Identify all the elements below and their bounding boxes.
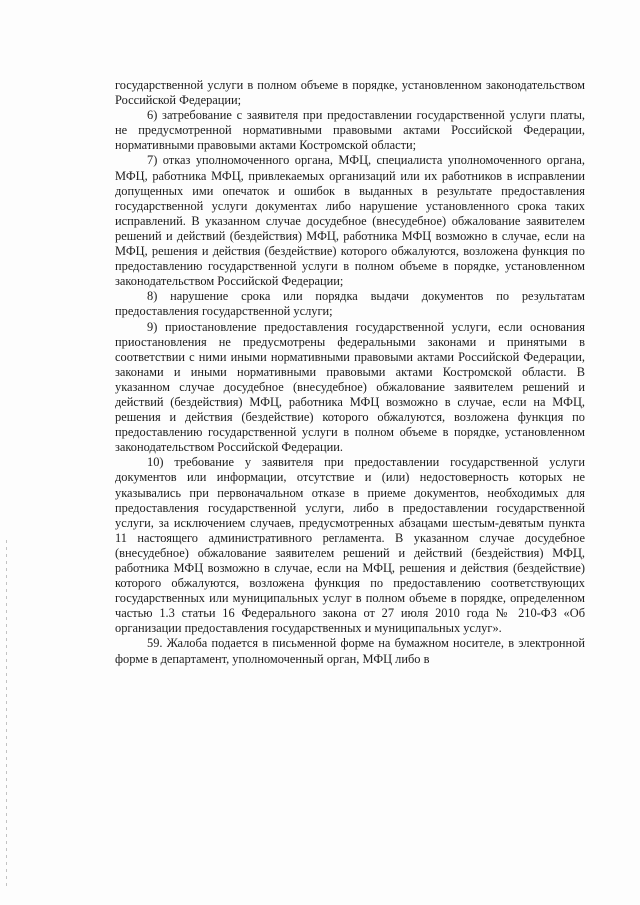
paragraph-item-9: 9) приостановление предоставления государственной услуги, если основания приостановления не предусмотрены федеральными законами и принятыми в соответствии с ними иными нормативными правовыми актами Российской Федерации, законами и иными нормативными правовыми актами Костромской области. В указанном случае досудебное (внесудебное) обжалование заявителем решений и действий (бездействия) МФЦ, работника МФЦ возможно в случае, если на МФЦ, решения и действия (бездействие) которого обжалуются, возложена функция по предоставлению государственной услуги в полном объеме в порядке, установленном законодательством Российской Федерации. bbox=[115, 319, 585, 455]
paragraph-item-7: 7) отказ уполномоченного органа, МФЦ, специалиста уполномоченного органа, МФЦ, работника МФЦ, привлекаемых организаций или их работников в исправлении допущенных ими опечаток и ошибок в выданных в результате предоставления государственной услуги документах либо нарушение установленного срока таких исправлений. В указанном случае досудебное (внесудебное) обжалование заявителем решений и действий (бездействия) МФЦ, работника МФЦ возможно в случае, если на МФЦ, решения и действия (бездействие) которого обжалуются, возложена функция по предоставлению государственной услуги в полном объеме в порядке, установленном законодательством Российской Федерации; bbox=[115, 153, 585, 289]
paragraph-continuation: государственной услуги в полном объеме в порядке, установленном законодательством Российской Федерации; bbox=[115, 78, 585, 108]
document-body bbox=[115, 78, 585, 667]
scan-edge-artifact bbox=[6, 540, 7, 890]
paragraph-item-6: 6) затребование с заявителя при предоставлении государственной услуги платы, не предусмотренной нормативными правовыми актами Российской Федерации, нормативными правовыми актами Костромской области; bbox=[115, 108, 585, 153]
paragraph-item-10: 10) требование у заявителя при предоставлении государственной услуги документов или информации, отсутствие и (или) недостоверность которых не указывались при первоначальном отказе в приеме документов, необходимых для предоставления государственной услуги, либо в предоставлении государственной услуги, за исключением случаев, предусмотренных абзацами шестым-девятым пункта 11 настоящего административного регламента. В указанном случае досудебное (внесудебное) обжалование заявителем решений и действий (бездействия) МФЦ, работника МФЦ возможно в случае, если на МФЦ, решения и действия (бездействие) которого обжалуются, возложена функция по предоставлению соответствующих государственных или муниципальных услуг в полном объеме в порядке, определенном частью 1.3 статьи 16 Федерального закона от 27 июля 2010 года № 210-ФЗ «Об организации предоставления государственных и муниципальных услуг». bbox=[115, 455, 585, 636]
paragraph-item-8: 8) нарушение срока или порядка выдачи документов по результатам предоставления государственной услуги; bbox=[115, 289, 585, 319]
paragraph-item-59: 59. Жалоба подается в письменной форме на бумажном носителе, в электронной форме в департамент, уполномоченный орган, МФЦ либо в bbox=[115, 636, 585, 666]
